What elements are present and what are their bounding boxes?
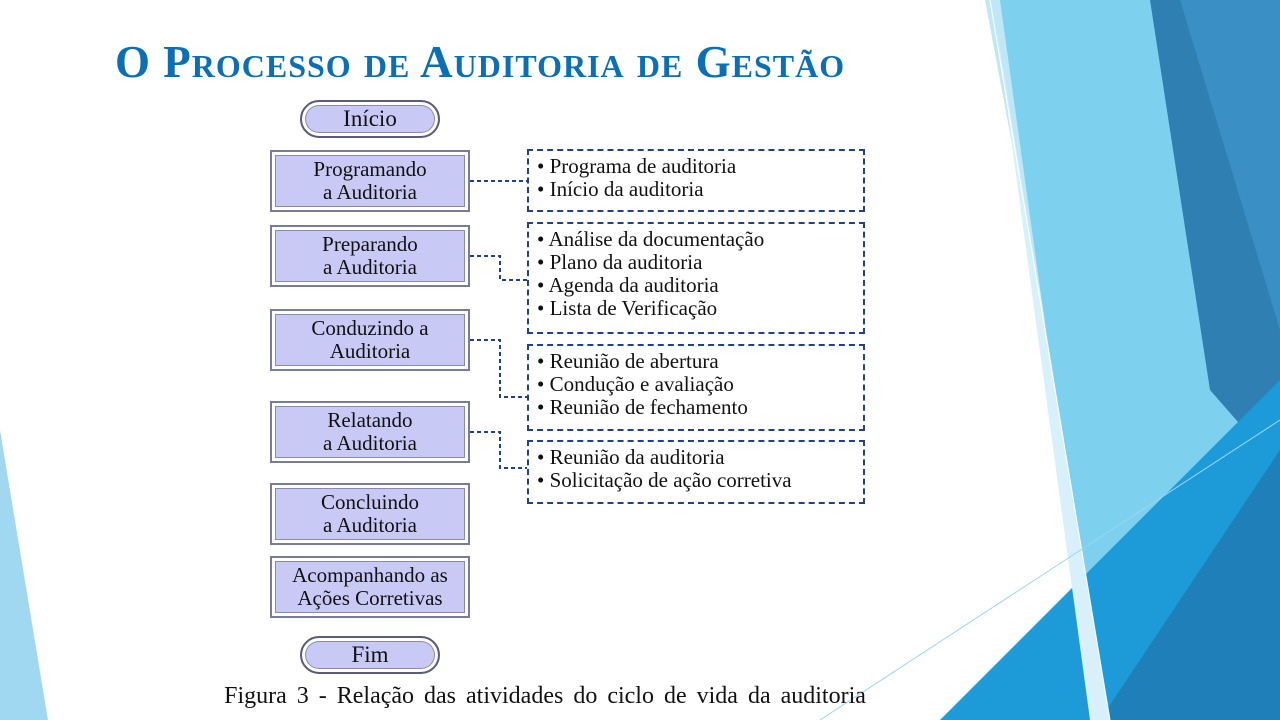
detail-item: • Agenda da auditoria — [537, 274, 855, 297]
step-line1: Programando — [313, 157, 427, 181]
detail-item: • Reunião da auditoria — [537, 446, 855, 469]
start-node — [300, 100, 440, 138]
detail-box-preparando — [527, 222, 865, 334]
detail-item: • Reunião de abertura — [537, 350, 855, 373]
step-line1: Relatando — [327, 408, 413, 432]
detail-item: • Programa de auditoria — [537, 155, 855, 178]
step-line1: Preparando — [322, 232, 418, 256]
detail-item: • Solicitação de ação corretiva — [537, 469, 855, 492]
figure-caption: Figura 3 - Relação das atividades do ciclo de vida da auditoria — [224, 683, 866, 709]
detail-item: • Análise da documentação — [537, 228, 855, 251]
detail-box-conduzindo — [527, 344, 865, 431]
step-preparando — [270, 225, 470, 287]
start-label: Início — [343, 106, 397, 131]
step-line1: Acompanhando as — [292, 563, 448, 587]
detail-item: • Lista de Verificação — [537, 297, 855, 320]
detail-item: • Plano da auditoria — [537, 251, 855, 274]
step-line2: a Auditoria — [323, 255, 417, 279]
step-line2: a Auditoria — [323, 180, 417, 204]
step-line1: Conduzindo a — [311, 316, 429, 340]
step-relatando — [270, 401, 470, 463]
step-line2: Ações Corretivas — [297, 586, 443, 610]
end-node — [300, 636, 440, 674]
step-programando — [270, 150, 470, 212]
step-line2: a Auditoria — [323, 431, 417, 455]
step-line2: a Auditoria — [323, 513, 417, 537]
page-title: O Processo de Auditoria de Gestão — [115, 37, 846, 87]
step-line1: Concluindo — [321, 490, 419, 514]
step-acompanhando — [270, 556, 470, 618]
step-line2: Auditoria — [329, 339, 411, 363]
detail-item: • Início da auditoria — [537, 178, 855, 201]
detail-box-relatando — [527, 440, 865, 504]
step-conduzindo — [270, 309, 470, 371]
end-label: Fim — [351, 642, 389, 667]
detail-box-programando — [527, 149, 865, 212]
step-concluindo — [270, 483, 470, 545]
detail-item: • Condução e avaliação — [537, 373, 855, 396]
detail-item: • Reunião de fechamento — [537, 396, 855, 419]
